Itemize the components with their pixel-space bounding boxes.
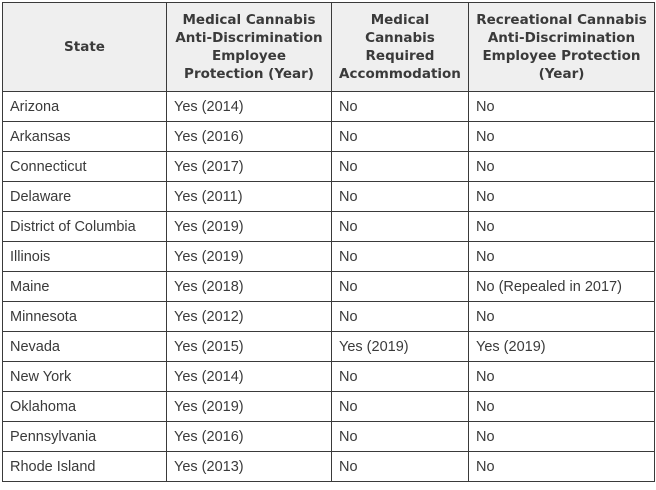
cell-medical-protection: Yes (2015): [167, 332, 332, 362]
cell-medical-accommodation: No: [332, 122, 469, 152]
cell-state: Maine: [3, 272, 167, 302]
table-row: [3, 302, 655, 332]
cell-state: Arkansas: [3, 122, 167, 152]
cell-recreational-protection: No: [469, 122, 655, 152]
table-row: [3, 122, 655, 152]
cell-state: Pennsylvania: [3, 422, 167, 452]
cell-state: Rhode Island: [3, 452, 167, 482]
cell-recreational-protection: No: [469, 212, 655, 242]
header-medical-accommodation: Medical Cannabis Required Accommodation: [332, 3, 469, 92]
cell-state: District of Columbia: [3, 212, 167, 242]
cell-medical-protection: Yes (2013): [167, 452, 332, 482]
cell-medical-accommodation: No: [332, 362, 469, 392]
table-row: [3, 242, 655, 272]
cell-recreational-protection: No: [469, 182, 655, 212]
cell-medical-accommodation: No: [332, 212, 469, 242]
cell-medical-protection: Yes (2018): [167, 272, 332, 302]
table-row: [3, 362, 655, 392]
table-row: [3, 152, 655, 182]
cell-state: Oklahoma: [3, 392, 167, 422]
cell-state: Nevada: [3, 332, 167, 362]
cell-medical-accommodation: No: [332, 272, 469, 302]
cell-medical-accommodation: No: [332, 182, 469, 212]
header-state: State: [3, 3, 167, 92]
cell-recreational-protection: No: [469, 422, 655, 452]
cell-medical-protection: Yes (2019): [167, 392, 332, 422]
table-row: [3, 182, 655, 212]
table-row: [3, 272, 655, 302]
table-row: [3, 212, 655, 242]
cell-recreational-protection: Yes (2019): [469, 332, 655, 362]
table-container: [2, 2, 655, 482]
cell-recreational-protection: No (Repealed in 2017): [469, 272, 655, 302]
cell-medical-accommodation: No: [332, 92, 469, 122]
table-row: [3, 452, 655, 482]
cell-state: Minnesota: [3, 302, 167, 332]
table-row: [3, 392, 655, 422]
table-row: [3, 92, 655, 122]
cell-recreational-protection: No: [469, 92, 655, 122]
cell-medical-protection: Yes (2011): [167, 182, 332, 212]
cell-medical-accommodation: No: [332, 392, 469, 422]
cell-medical-protection: Yes (2014): [167, 92, 332, 122]
cell-medical-protection: Yes (2017): [167, 152, 332, 182]
cell-medical-accommodation: No: [332, 302, 469, 332]
cell-state: Delaware: [3, 182, 167, 212]
header-medical-protection: Medical Cannabis Anti-Discrimination Employee Protection (Year): [167, 3, 332, 92]
cell-medical-accommodation: No: [332, 152, 469, 182]
cell-medical-protection: Yes (2019): [167, 212, 332, 242]
cannabis-employment-table: [2, 2, 655, 482]
header-recreational-protection: Recreational Cannabis Anti-Discrimination Employee Protection (Year): [469, 3, 655, 92]
cell-recreational-protection: No: [469, 392, 655, 422]
cell-recreational-protection: No: [469, 362, 655, 392]
cell-state: Arizona: [3, 92, 167, 122]
cell-medical-protection: Yes (2014): [167, 362, 332, 392]
cell-recreational-protection: No: [469, 302, 655, 332]
cell-medical-protection: Yes (2019): [167, 242, 332, 272]
cell-state: Illinois: [3, 242, 167, 272]
header-row: [3, 3, 655, 92]
cell-medical-accommodation: No: [332, 422, 469, 452]
table-row: [3, 332, 655, 362]
cell-medical-accommodation: Yes (2019): [332, 332, 469, 362]
cell-medical-protection: Yes (2012): [167, 302, 332, 332]
cell-medical-accommodation: No: [332, 452, 469, 482]
cell-state: New York: [3, 362, 167, 392]
cell-medical-accommodation: No: [332, 242, 469, 272]
cell-state: Connecticut: [3, 152, 167, 182]
cell-medical-protection: Yes (2016): [167, 422, 332, 452]
table-row: [3, 422, 655, 452]
cell-recreational-protection: No: [469, 242, 655, 272]
cell-recreational-protection: No: [469, 152, 655, 182]
cell-medical-protection: Yes (2016): [167, 122, 332, 152]
cell-recreational-protection: No: [469, 452, 655, 482]
